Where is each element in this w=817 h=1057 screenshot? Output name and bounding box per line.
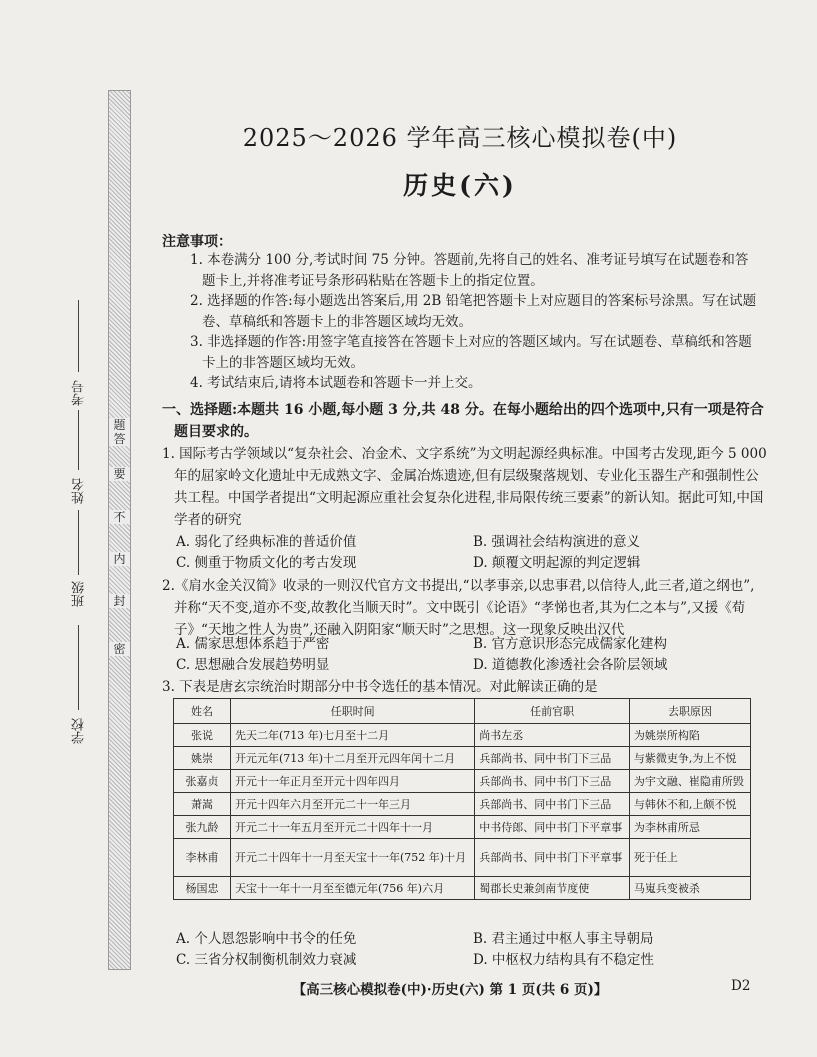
class-field-line — [78, 510, 79, 575]
notice-item: 4. 考试结束后,请将本试题卷和答题卡一并上交。 — [190, 375, 482, 391]
table-cell: 马嵬兵变被杀 — [629, 877, 750, 900]
school-field-line — [78, 625, 79, 710]
table-cell: 张九龄 — [174, 816, 231, 839]
option-b: B. 君主通过中枢人事主导朝局 — [473, 931, 654, 947]
table-cell: 张嘉贞 — [174, 770, 231, 793]
table-cell: 兵部尚书、同中书门下三品 — [475, 793, 630, 816]
table-cell: 尚书左丞 — [475, 724, 630, 747]
section-header: 一、选择题:本题共 16 小题,每小题 3 分,共 48 分。在每小题给出的四个选项中,只有一项是符合题目要求的。 — [162, 402, 764, 440]
exam-number-field-label: 考号 — [72, 380, 87, 406]
notice-item: 1. 本卷满分 100 分,考试时间 75 分钟。答题前,先将自己的姓名、准考证号填写在试题卷和答题卡上,并将准考证号条形码粘贴在答题卡上的指定位置。 — [190, 252, 749, 289]
table-cell: 姚崇 — [174, 747, 231, 770]
table-cell: 为宇文融、崔隐甫所毁 — [629, 770, 750, 793]
table-cell: 兵部尚书、同中书门下三品 — [475, 770, 630, 793]
table-cell: 死于任上 — [629, 839, 750, 877]
option-d: D. 颠覆文明起源的判定逻辑 — [473, 555, 641, 571]
table-header-row — [174, 699, 751, 724]
option-b: B. 官方意识形态完成儒家化建构 — [473, 636, 668, 652]
table-cell: 开元二十四年十一月至天宝十一年(752 年)十月 — [231, 839, 475, 877]
seal-strip-label: 要 — [109, 467, 130, 481]
table-header-cell: 任前官职 — [475, 699, 630, 724]
table-row — [174, 816, 751, 839]
name-field-line — [78, 410, 79, 470]
paper-code: D2 — [731, 978, 751, 994]
option-a: A. 个人恩怨影响中书令的任免 — [176, 931, 357, 947]
notice-heading: 注意事项： — [162, 234, 232, 250]
table-row — [174, 877, 751, 900]
seal-strip — [108, 90, 131, 970]
seal-strip-label: 封 — [109, 594, 130, 608]
seal-strip-label: 内 — [109, 552, 130, 566]
option-c: C. 思想融合发展趋势明显 — [176, 657, 330, 673]
table-cell: 萧嵩 — [174, 793, 231, 816]
table-cell: 杨国忠 — [174, 877, 231, 900]
seal-strip-label: 不 — [109, 510, 130, 524]
question-stem: 1. 国际考古学领域以“复杂社会、冶金术、文字系统”为文明起源经典标准。中国考古发现,距今 5 000 年的屈家岭文化遗址中无成熟文字、金属冶炼遗迹,但有层级聚落规划、专业化玉器生产和强制性公共工程。中国学者提出“文明起源应重社会复杂化进程,非局限传统三要素”的新认知。据此可知,中国学者的研究 — [162, 446, 767, 528]
table-header-cell: 任职时间 — [231, 699, 475, 724]
notice-list — [190, 250, 760, 394]
table-cell: 中书侍郎、同中书门下平章事 — [475, 816, 630, 839]
table-cell: 为姚崇所构陷 — [629, 724, 750, 747]
option-c: C. 三省分权制衡机制效力衰减 — [176, 952, 357, 968]
table-cell: 开元二十一年五月至开元二十四年十一月 — [231, 816, 475, 839]
option-d: D. 中枢权力结构具有不稳定性 — [473, 952, 654, 968]
option-c: C. 侧重于物质文化的考古发现 — [176, 555, 357, 571]
table-header-cell: 去职原因 — [629, 699, 750, 724]
exam-subtitle: 历史(六) — [403, 171, 517, 200]
table-cell: 开元元年(713 年)十二月至开元四年闰十二月 — [231, 747, 475, 770]
table-cell: 蜀郡长史兼剑南节度使 — [475, 877, 630, 900]
table-cell: 先天二年(713 年)七月至十二月 — [231, 724, 475, 747]
question-3 — [162, 676, 767, 698]
question-stem: 2.《肩水金关汉简》收录的一则汉代官方文书提出,“以孝事亲,以忠事君,以信待人,此三者,道之纲也”,并称“天不变,道亦不变,故教化当顺天时”。文中既引《论语》“孝悌也者,其为仁之本与”,又援《荀子》“天地之性人为贵”,还融入阴阳家“顺天时”之思想。这一现象反映出汉代 — [162, 578, 755, 638]
table-header-cell: 姓名 — [174, 699, 231, 724]
table-cell: 兵部尚书、同中书门下三品 — [475, 747, 630, 770]
table-cell: 李林甫 — [174, 839, 231, 877]
option-d: D. 道德教化渗透社会各阶层领域 — [473, 657, 668, 673]
seal-strip-label: 题 — [109, 418, 130, 432]
table-cell: 开元十一年正月至开元十四年四月 — [231, 770, 475, 793]
name-field-label: 姓名 — [72, 478, 87, 504]
table-row — [174, 793, 751, 816]
table-row — [174, 724, 751, 747]
option-a: A. 儒家思想体系趋于严密 — [176, 636, 330, 652]
table-cell: 为李林甫所忌 — [629, 816, 750, 839]
table-cell: 开元十四年六月至开元二十一年三月 — [231, 793, 475, 816]
table-row — [174, 839, 751, 877]
notice-item: 3. 非选择题的作答:用签字笔直接答在答题卡上对应的答题区域内。写在试题卷、草稿纸和答题卡上的非答题区域均无效。 — [190, 334, 752, 371]
school-field-label: 学校 — [72, 718, 87, 744]
table-cell: 张说 — [174, 724, 231, 747]
question-1 — [162, 443, 767, 531]
option-a: A. 弱化了经典标准的普适价值 — [176, 534, 357, 550]
notice-item: 2. 选择题的作答:每小题选出答案后,用 2B 铅笔把答题卡上对应题目的答案标号涂黑。写在试题卷、草稿纸和答题卡上的非答题区域均无效。 — [190, 293, 757, 330]
table-cell: 与韩休不和,上颇不悦 — [629, 793, 750, 816]
exam-title: 2025～2026 学年高三核心模拟卷(中) — [242, 124, 678, 152]
question-stem: 3. 下表是唐玄宗统治时期部分中书令选任的基本情况。对此解读正确的是 — [162, 679, 598, 695]
page-footer: 【高三核心模拟卷(中)·历史(六) 第 1 页(共 6 页)】 — [292, 982, 608, 998]
table-row — [174, 770, 751, 793]
class-field-label: 班级 — [72, 581, 87, 607]
seal-strip-label: 密 — [109, 642, 130, 656]
exam-number-field-line — [78, 300, 79, 372]
chancellor-table — [173, 698, 751, 900]
table-cell: 天宝十一年十一月至至德元年(756 年)六月 — [231, 877, 475, 900]
table-cell: 与紫微吏争,为上不悦 — [629, 747, 750, 770]
table-row — [174, 747, 751, 770]
option-b: B. 强调社会结构演进的意义 — [473, 534, 641, 550]
question-2 — [162, 575, 767, 641]
table-cell: 兵部尚书、同中书门下平章事 — [475, 839, 630, 877]
seal-strip-label: 答 — [109, 432, 130, 446]
